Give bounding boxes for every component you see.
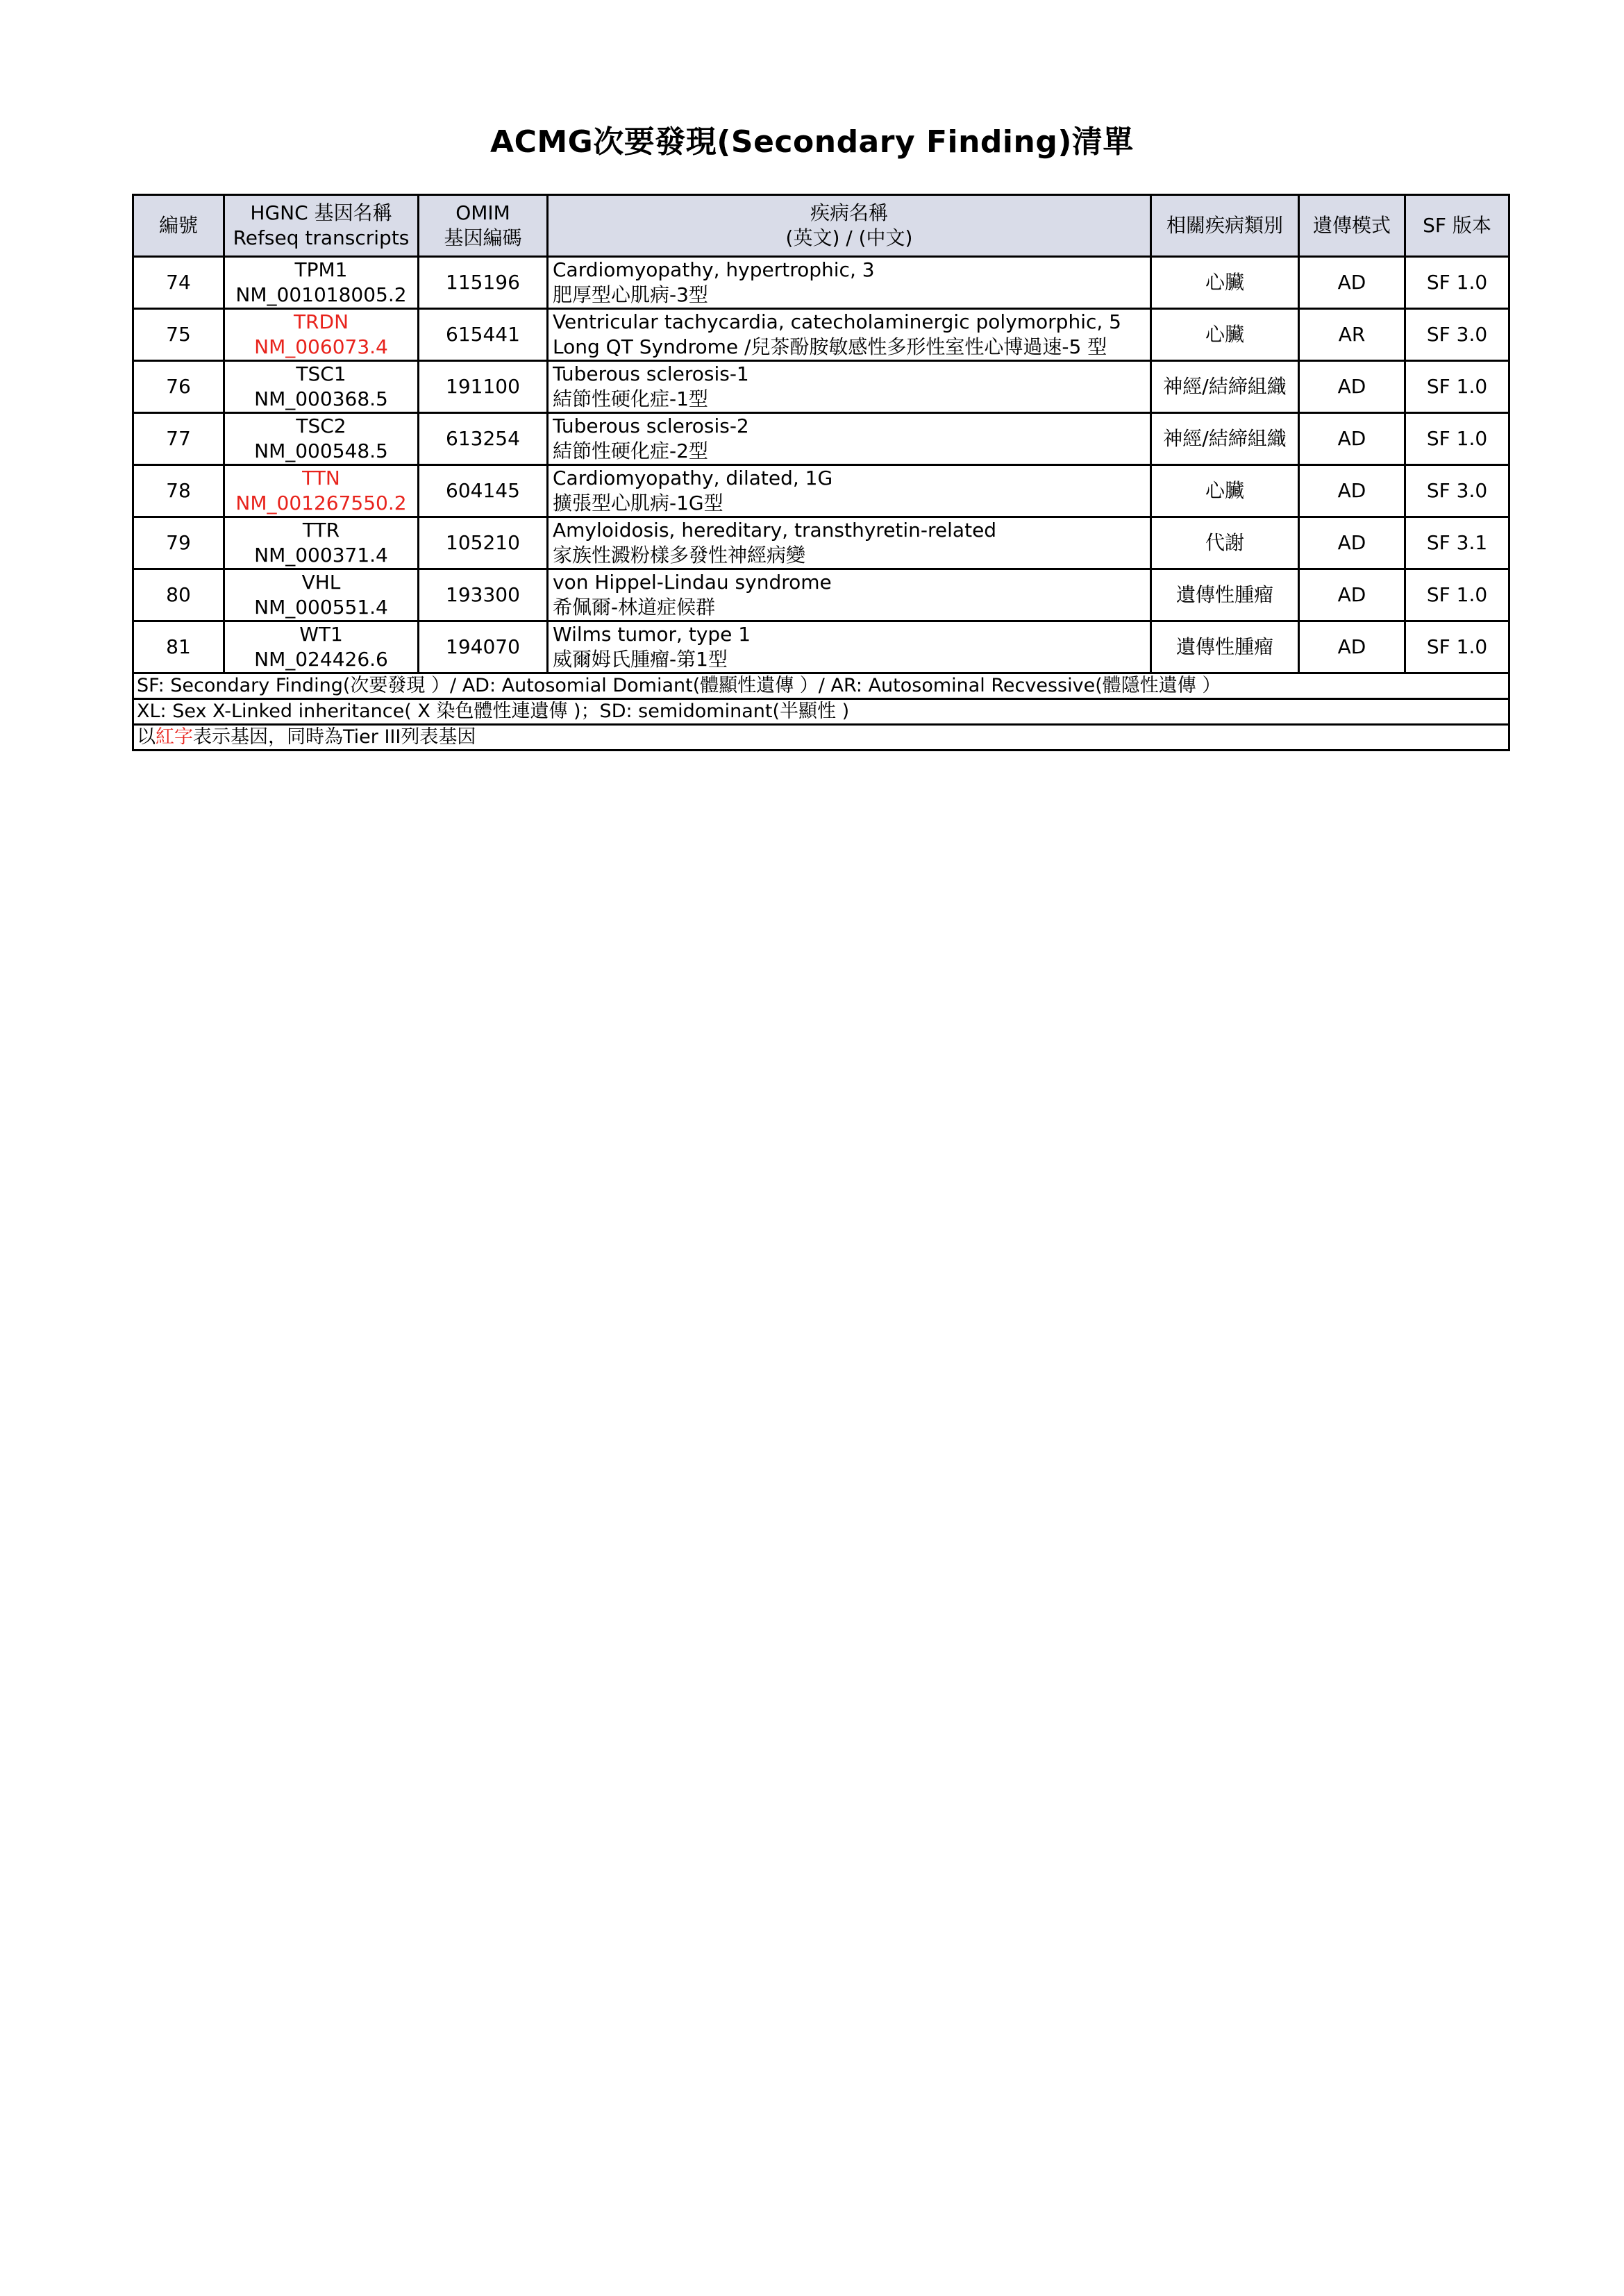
disease-name-en: Tuberous sclerosis-2	[553, 414, 749, 437]
header-gene	[224, 195, 419, 257]
disease-category: 心臟	[1151, 465, 1299, 517]
table-body	[133, 257, 1509, 673]
footnote-suffix: 表示基因，同時為Tier III列表基因	[193, 726, 476, 748]
row-number: 77	[133, 413, 224, 465]
row-number: 76	[133, 361, 224, 413]
disease-name-en: von Hippel-Lindau syndrome	[553, 571, 832, 594]
disease-category: 遺傳性腫瘤	[1151, 621, 1299, 673]
gene-symbol: VHL	[301, 571, 341, 594]
secondary-finding-table	[132, 194, 1510, 751]
footnote-red-legend	[133, 725, 1509, 751]
sf-version: SF 3.0	[1405, 309, 1509, 361]
omim-id: 105210	[419, 517, 548, 569]
row-gene-cell	[224, 621, 419, 673]
disease-cell	[548, 413, 1151, 465]
sf-version: SF 1.0	[1405, 569, 1509, 621]
disease-cell	[548, 309, 1151, 361]
transcript-id: NM_000548.5	[254, 439, 388, 462]
table-row	[133, 569, 1509, 621]
inheritance-mode: AD	[1299, 621, 1405, 673]
footnote-abbreviations: SF: Secondary Finding(次要發現 ）/ AD: Autosomial Domiant(體顯性遺傳 ）/ AR: Autosominal Recvessive(體隱性遺傳 ）	[133, 673, 1509, 699]
row-gene-cell	[224, 257, 419, 309]
omim-id: 604145	[419, 465, 548, 517]
disease-name-zh: 結節性硬化症-1型	[553, 387, 708, 410]
transcript-id: NM_000551.4	[254, 596, 388, 619]
disease-category: 神經/結締組織	[1151, 413, 1299, 465]
header-transcript: Refseq transcripts	[233, 226, 410, 249]
footnote-row	[133, 673, 1509, 699]
disease-name-zh: 擴張型心肌病-1G型	[553, 492, 723, 514]
gene-symbol: TSC1	[296, 362, 346, 385]
disease-name-en: Ventricular tachycardia, catecholaminergic polymorphic, 5	[553, 310, 1121, 333]
page-title: ACMG次要發現(Secondary Finding)清單	[490, 124, 1134, 160]
header-row	[133, 195, 1509, 257]
sf-version: SF 1.0	[1405, 413, 1509, 465]
omim-id: 193300	[419, 569, 548, 621]
row-gene-cell	[224, 569, 419, 621]
transcript-id: NM_001267550.2	[235, 492, 407, 514]
disease-name-en: Wilms tumor, type 1	[553, 623, 751, 646]
disease-name-zh: 肥厚型心肌病-3型	[553, 283, 708, 306]
disease-category: 神經/結締組織	[1151, 361, 1299, 413]
disease-category: 代謝	[1151, 517, 1299, 569]
header-disease-line2: (英文) / (中文)	[785, 226, 913, 249]
disease-cell	[548, 621, 1151, 673]
sf-version: SF 1.0	[1405, 621, 1509, 673]
row-gene-cell	[224, 361, 419, 413]
omim-id: 115196	[419, 257, 548, 309]
footnote-red-text: 紅字	[156, 726, 193, 748]
omim-id: 194070	[419, 621, 548, 673]
footnote-row	[133, 699, 1509, 725]
table-row	[133, 309, 1509, 361]
disease-name-zh: 家族性澱粉樣多發性神經病變	[553, 544, 806, 567]
row-number: 78	[133, 465, 224, 517]
disease-name-en: Amyloidosis, hereditary, transthyretin-related	[553, 519, 997, 542]
sf-version: SF 3.1	[1405, 517, 1509, 569]
disease-category: 心臟	[1151, 309, 1299, 361]
table-row	[133, 413, 1509, 465]
inheritance-mode: AD	[1299, 257, 1405, 309]
disease-name-zh: Long QT Syndrome /兒茶酚胺敏感性多形性室性心博過速-5 型	[553, 335, 1107, 358]
row-number: 81	[133, 621, 224, 673]
table-row	[133, 257, 1509, 309]
row-gene-cell-tier3	[224, 309, 419, 361]
disease-name-en: Cardiomyopathy, hypertrophic, 3	[553, 258, 875, 281]
disease-name-en: Tuberous sclerosis-1	[553, 362, 749, 385]
inheritance-mode: AD	[1299, 361, 1405, 413]
table-header	[133, 195, 1509, 257]
header-category: 相關疾病類別	[1151, 195, 1299, 257]
disease-category: 遺傳性腫瘤	[1151, 569, 1299, 621]
disease-cell	[548, 361, 1151, 413]
header-disease-line1: 疾病名稱	[810, 201, 888, 224]
header-omim	[419, 195, 548, 257]
inheritance-mode: AD	[1299, 465, 1405, 517]
row-number: 75	[133, 309, 224, 361]
table-row	[133, 621, 1509, 673]
inheritance-mode: AD	[1299, 413, 1405, 465]
disease-cell	[548, 517, 1151, 569]
transcript-id: NM_000371.4	[254, 544, 388, 567]
header-gene-name: HGNC 基因名稱	[250, 201, 392, 224]
inheritance-mode: AD	[1299, 569, 1405, 621]
transcript-id: NM_024426.6	[254, 648, 388, 671]
footnote-row	[133, 725, 1509, 751]
gene-symbol: TTR	[302, 519, 340, 542]
transcript-id: NM_001018005.2	[235, 283, 407, 306]
inheritance-mode: AD	[1299, 517, 1405, 569]
footnote-inheritance: XL: Sex X-Linked inheritance( X 染色體性連遺傳 )；SD: semidominant(半顯性 )	[133, 699, 1509, 725]
disease-name-zh: 結節性硬化症-2型	[553, 439, 708, 462]
gene-symbol: TRDN	[293, 310, 349, 333]
row-number: 74	[133, 257, 224, 309]
disease-name-zh: 威爾姆氏腫瘤-第1型	[553, 648, 728, 671]
transcript-id: NM_000368.5	[254, 387, 388, 410]
disease-category: 心臟	[1151, 257, 1299, 309]
header-inheritance: 遺傳模式	[1299, 195, 1405, 257]
gene-symbol: TPM1	[294, 258, 348, 281]
gene-symbol: TTN	[302, 467, 340, 489]
row-gene-cell	[224, 517, 419, 569]
transcript-id: NM_006073.4	[254, 335, 388, 358]
row-number: 80	[133, 569, 224, 621]
table-row	[133, 517, 1509, 569]
header-omim-line1: OMIM	[455, 201, 510, 224]
header-omim-line2: 基因編碼	[444, 226, 522, 249]
gene-symbol: TSC2	[296, 414, 346, 437]
table-row	[133, 465, 1509, 517]
inheritance-mode: AR	[1299, 309, 1405, 361]
row-gene-cell	[224, 413, 419, 465]
header-number: 編號	[133, 195, 224, 257]
row-number: 79	[133, 517, 224, 569]
omim-id: 191100	[419, 361, 548, 413]
table-row	[133, 361, 1509, 413]
header-disease	[548, 195, 1151, 257]
gene-symbol: WT1	[299, 623, 343, 646]
disease-name-en: Cardiomyopathy, dilated, 1G	[553, 467, 833, 489]
omim-id: 613254	[419, 413, 548, 465]
footnote-prefix: 以	[137, 726, 156, 748]
row-gene-cell-tier3	[224, 465, 419, 517]
disease-name-zh: 希佩爾-林道症候群	[553, 596, 716, 619]
disease-cell	[548, 569, 1151, 621]
sf-version: SF 1.0	[1405, 257, 1509, 309]
header-version: SF 版本	[1405, 195, 1509, 257]
disease-cell	[548, 257, 1151, 309]
disease-cell	[548, 465, 1151, 517]
sf-version: SF 3.0	[1405, 465, 1509, 517]
sf-version: SF 1.0	[1405, 361, 1509, 413]
omim-id: 615441	[419, 309, 548, 361]
table-footnotes	[133, 673, 1509, 751]
